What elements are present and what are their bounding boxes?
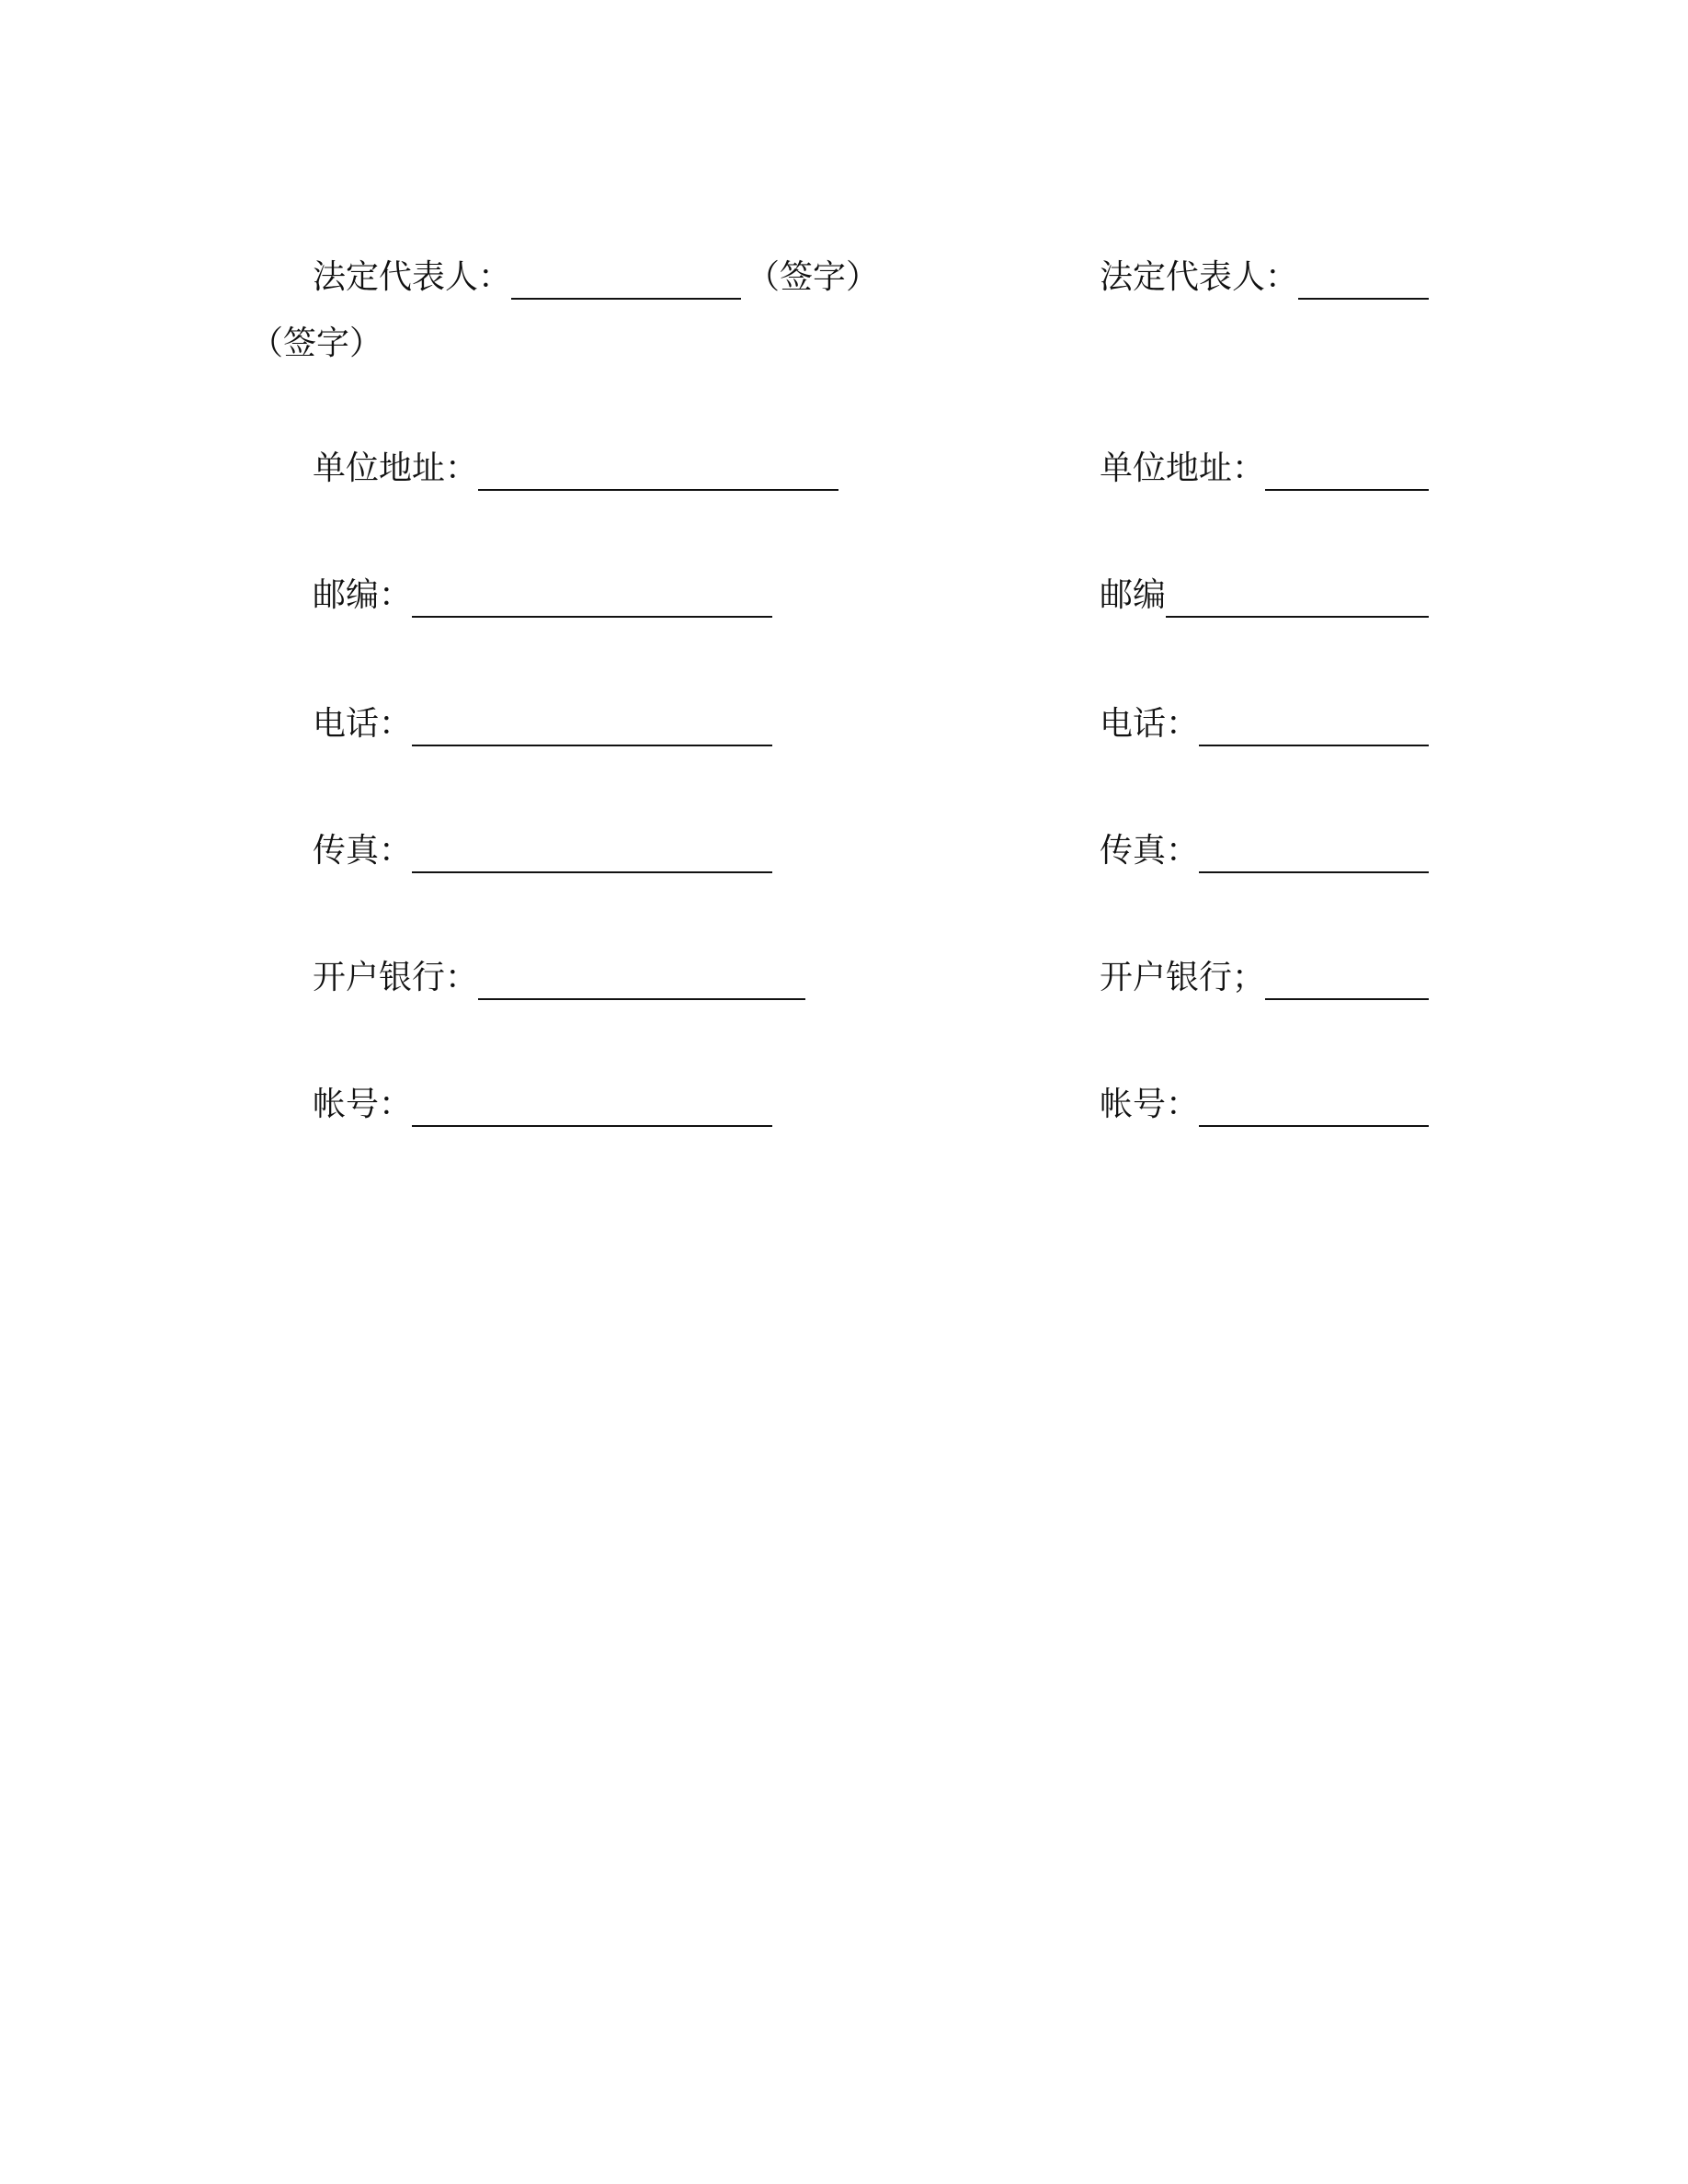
left-bank-blank[interactable]	[478, 961, 805, 1000]
left-phone-label: 电话：	[313, 705, 413, 743]
right-account-row	[1100, 1075, 1429, 1131]
left-legal-rep-label: 法定代表人：	[313, 258, 512, 296]
left-legal-rep-suffix: （签字）	[747, 258, 880, 296]
right-account-label: 帐号：	[1100, 1086, 1200, 1123]
right-legal-rep-label: 法定代表人：	[1100, 258, 1299, 296]
left-postcode-row	[313, 566, 772, 621]
right-phone-blank[interactable]	[1199, 708, 1429, 746]
left-fax-label: 传真：	[313, 832, 413, 870]
left-phone-row	[313, 695, 772, 750]
left-legal-rep-blank[interactable]	[511, 261, 741, 300]
right-postcode-row	[1100, 566, 1429, 621]
left-address-blank[interactable]	[478, 452, 838, 491]
right-phone-label: 电话：	[1100, 705, 1200, 743]
left-bank-row	[313, 949, 805, 1004]
right-postcode-label: 邮编	[1100, 576, 1167, 614]
right-postcode-blank[interactable]	[1166, 579, 1429, 618]
right-phone-row	[1100, 695, 1429, 750]
right-fax-row	[1100, 822, 1429, 877]
right-account-blank[interactable]	[1199, 1088, 1429, 1127]
left-address-label: 单位地址：	[313, 449, 479, 487]
left-account-row	[313, 1075, 772, 1131]
right-address-row	[1100, 439, 1429, 495]
right-legal-rep-blank[interactable]	[1298, 261, 1429, 300]
left-postcode-blank[interactable]	[412, 579, 772, 618]
left-account-blank[interactable]	[412, 1088, 772, 1127]
right-bank-row	[1100, 949, 1429, 1004]
right-legal-rep-suffix-wrapped: （签字）	[250, 324, 383, 362]
left-legal-rep-row	[313, 248, 879, 303]
left-phone-blank[interactable]	[412, 708, 772, 746]
right-bank-label: 开户银行；	[1100, 959, 1266, 996]
right-fax-blank[interactable]	[1199, 835, 1429, 873]
left-fax-blank[interactable]	[412, 835, 772, 873]
left-fax-row	[313, 822, 772, 877]
right-bank-blank[interactable]	[1265, 961, 1429, 1000]
left-account-label: 帐号：	[313, 1086, 413, 1123]
right-fax-label: 传真：	[1100, 832, 1200, 870]
right-legal-rep-row	[1100, 248, 1429, 303]
left-bank-label: 开户银行：	[313, 959, 479, 996]
left-address-row	[313, 439, 838, 495]
left-postcode-label: 邮编：	[313, 576, 413, 614]
right-address-label: 单位地址：	[1100, 449, 1266, 487]
right-address-blank[interactable]	[1265, 452, 1429, 491]
